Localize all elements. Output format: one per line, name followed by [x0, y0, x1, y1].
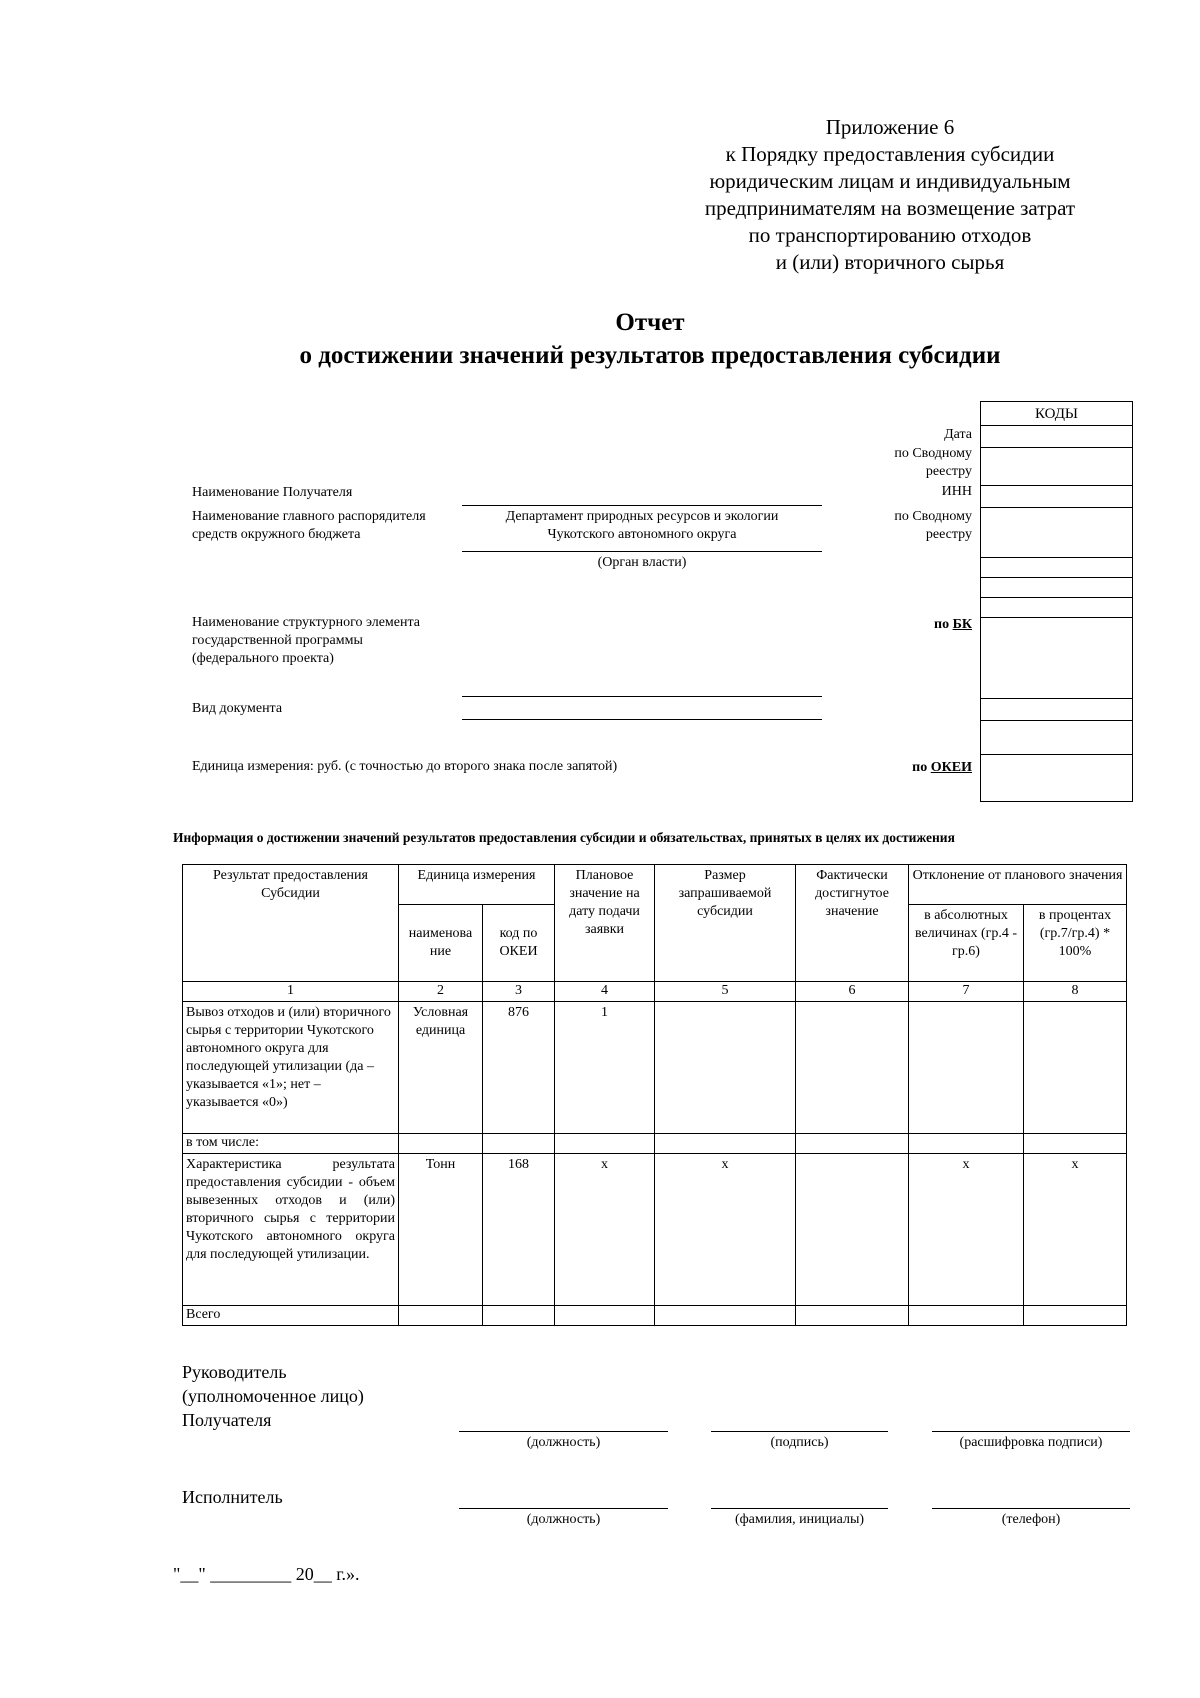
codes-divider [981, 425, 1132, 426]
appendix-line: по транспортированию отходов [748, 223, 1032, 247]
row-unit-code: 876 [483, 1002, 555, 1134]
manager-value: Чукотского автономного округа [547, 527, 737, 542]
column-number: 8 [1024, 982, 1127, 1002]
manager-bottom-line [462, 551, 822, 552]
codes-divider [981, 557, 1132, 558]
codes-divider [981, 698, 1132, 699]
codes-divider [981, 597, 1132, 598]
appendix-block [660, 114, 1120, 276]
codes-divider [981, 485, 1132, 486]
structural-label: Наименование структурного элемента государственной программы (федерального проекта) [192, 615, 420, 666]
bk-label: по БК [934, 617, 972, 632]
codes-heading: КОДЫ [1034, 406, 1079, 422]
codes-divider [981, 507, 1132, 508]
row-planned: х [555, 1154, 655, 1306]
appendix-line: Приложение 6 [825, 115, 955, 139]
column-number: 3 [483, 982, 555, 1002]
phone-line [932, 1508, 1130, 1509]
row-requested: х [655, 1154, 796, 1306]
header-result: Результат предоставления Субсидии [183, 865, 399, 982]
signature-hint: (подпись) [770, 1435, 829, 1450]
empty-cell [1024, 1306, 1127, 1326]
manager-top-line [462, 505, 822, 506]
decoding-line [932, 1431, 1130, 1432]
row-result: Вывоз отходов и (или) вторичного сырья с территории Чукотского автономного округа для последующей утилизации (да – указывается «1»; нет – указывается «0») [183, 1002, 399, 1134]
row-including: в том числе: [183, 1134, 399, 1154]
codes-divider [981, 617, 1132, 618]
row-planned: 1 [555, 1002, 655, 1134]
header-unit-code: код по ОКЕИ [483, 905, 555, 982]
doc-type-line-bottom [462, 719, 822, 720]
decoding-hint: (расшифровка подписи) [959, 1435, 1103, 1450]
table-header-row [183, 865, 1127, 905]
empty-cell [655, 1134, 796, 1154]
row-dev-pct: х [1024, 1154, 1127, 1306]
column-number: 5 [655, 982, 796, 1002]
date-line: "__" _________ 20__ г.». [173, 1564, 360, 1584]
row-unit-code: 168 [483, 1154, 555, 1306]
manager-hint: (Орган власти) [597, 555, 687, 570]
row-dev-pct [1024, 1002, 1127, 1134]
empty-cell [655, 1306, 796, 1326]
name-line [711, 1508, 888, 1509]
appendix-line: предпринимателям на возмещение затрат [704, 196, 1076, 220]
empty-cell [909, 1306, 1024, 1326]
column-number: 7 [909, 982, 1024, 1002]
head-label: Получателя [182, 1410, 272, 1430]
empty-cell [555, 1306, 655, 1326]
row-unit-name: Условная единица [399, 1002, 483, 1134]
appendix-line: и (или) вторичного сырья [775, 250, 1005, 274]
date-label: Дата [944, 427, 972, 442]
name-hint: (фамилия, инициалы) [734, 1512, 865, 1527]
header-dev-abs: в абсолютных величинах (гр.4 - гр.6) [909, 905, 1024, 982]
position-hint: (должность) [526, 1512, 601, 1527]
appendix-line: юридическим лицам и индивидуальным [709, 169, 1071, 193]
column-numbers-row [183, 982, 1127, 1002]
row-unit-name: Тонн [399, 1154, 483, 1306]
doc-type-line-top [462, 696, 822, 697]
empty-cell [796, 1306, 909, 1326]
header-requested: Размер запрашиваемой субсидии [655, 865, 796, 982]
table-row [183, 1306, 1127, 1326]
position-line [459, 1431, 668, 1432]
codes-divider [981, 577, 1132, 578]
row-result: Характеристика результата предоставления субсидии - объем вывезенных отходов и (или) вторичного сырья с территории Чукотского автономного округа для последующей утилизации. [183, 1154, 399, 1306]
column-number: 1 [183, 982, 399, 1002]
column-number: 6 [796, 982, 909, 1002]
row-dev-abs [909, 1002, 1024, 1134]
registry-label: по Сводному реестру [894, 446, 972, 479]
executor-label: Исполнитель [182, 1487, 283, 1507]
okei-label: по ОКЕИ [912, 760, 972, 775]
document-title: Отчет [615, 309, 685, 336]
row-actual [796, 1154, 909, 1306]
codes-divider [981, 720, 1132, 721]
position-line [459, 1508, 668, 1509]
inn-label: ИНН [941, 484, 972, 499]
empty-cell [483, 1134, 555, 1154]
document-subtitle: о достижении значений результатов предоставления субсидии [299, 342, 1001, 369]
header-deviation: Отклонение от планового значения [909, 865, 1127, 905]
row-dev-abs: х [909, 1154, 1024, 1306]
column-number: 4 [555, 982, 655, 1002]
head-label: Руководитель [182, 1362, 287, 1382]
manager-value: Департамент природных ресурсов и экологии [505, 509, 779, 524]
head-label: (уполномоченное лицо) [182, 1386, 364, 1406]
recipient-label: Наименование Получателя [192, 485, 353, 500]
empty-cell [909, 1134, 1024, 1154]
empty-cell [483, 1306, 555, 1326]
row-requested [655, 1002, 796, 1134]
signature-line [711, 1431, 888, 1432]
table-row [183, 1002, 1127, 1134]
column-number: 2 [399, 982, 483, 1002]
empty-cell [1024, 1134, 1127, 1154]
registry-label: по Сводному реестру [894, 509, 972, 542]
header-actual: Фактически достигнутое значение [796, 865, 909, 982]
info-heading: Информация о достижении значений результатов предоставления субсидии и обязательствах, принятых в целях их достижения [173, 830, 955, 845]
position-hint: (должность) [526, 1435, 601, 1450]
empty-cell [796, 1134, 909, 1154]
row-actual [796, 1002, 909, 1134]
phone-hint: (телефон) [1001, 1512, 1061, 1527]
empty-cell [555, 1134, 655, 1154]
table-row [183, 1154, 1127, 1306]
header-unit-name: наименова ние [399, 905, 483, 982]
results-table [182, 864, 1127, 1326]
codes-box [980, 401, 1133, 802]
codes-divider [981, 754, 1132, 755]
unit-label: Единица измерения: руб. (с точностью до второго знака после запятой) [192, 759, 618, 774]
header-dev-pct: в процентах (гр.7/гр.4) * 100% [1024, 905, 1127, 982]
codes-divider [981, 447, 1132, 448]
manager-label: Наименование главного распорядителя средств окружного бюджета [192, 509, 426, 542]
row-total: Всего [183, 1306, 399, 1326]
appendix-line: к Порядку предоставления субсидии [725, 142, 1055, 166]
table-row [183, 1134, 1127, 1154]
header-unit: Единица измерения [399, 865, 555, 905]
doc-type-label: Вид документа [192, 701, 283, 716]
empty-cell [399, 1134, 483, 1154]
empty-cell [399, 1306, 483, 1326]
header-planned: Плановое значение на дату подачи заявки [555, 865, 655, 982]
